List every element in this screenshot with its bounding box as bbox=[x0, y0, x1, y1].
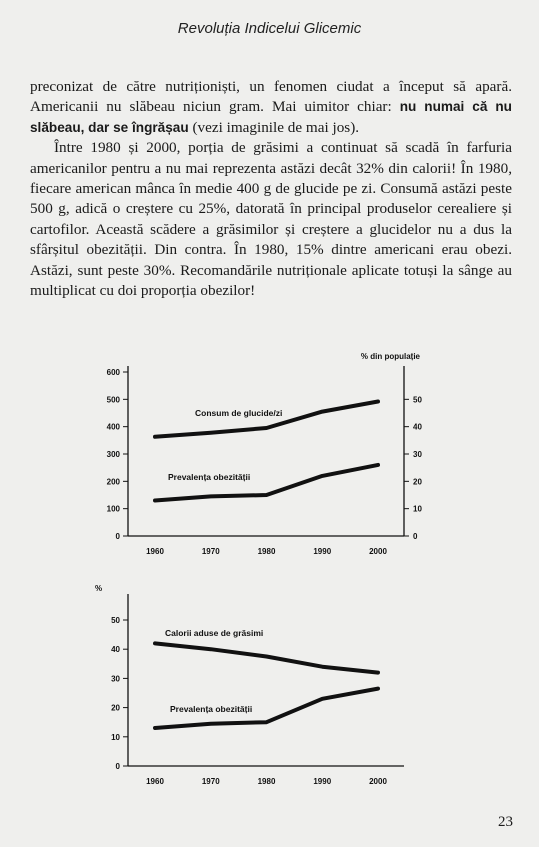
paragraph-2: Între 1980 și 2000, porția de grăsimi a continuat să scadă în farfuria americanilor pentru a nu mai reprezenta astăzi decât 32% din calorii! În 1980, fiecare american mânca în medie 400 g de glucide pe zi. Consumă astăzi peste 500 g, adică o creștere cu 25%, datorată în principal produselor cerealiere și cartofilor. Această scădere a grăsimilor și creștere a glucidelor nu a dus la sfârșitul obezității. Din contra. În 1980, 15% dintre americani erau obezi. Astăzi, sunt peste 30%. Recomandările nutriționale aplicate totuși la sânge au multiplicat cu doi proporția obezilor! bbox=[30, 139, 512, 300]
y2-tick-label: 0 bbox=[413, 532, 418, 541]
y-tick-label: 20 bbox=[111, 703, 120, 713]
y-tick-label: 200 bbox=[106, 477, 120, 487]
body-text bbox=[30, 77, 512, 301]
series-line bbox=[155, 402, 378, 437]
paragraph-1 bbox=[30, 77, 512, 138]
y-tick-label: 400 bbox=[106, 422, 120, 432]
y2-tick-label: 20 bbox=[413, 477, 422, 487]
y-tick-label: 10 bbox=[111, 732, 120, 742]
y-tick-label: 300 bbox=[106, 450, 120, 459]
x-tick-label: 1990 bbox=[313, 777, 332, 786]
series-label: Prevalența obezității bbox=[168, 472, 251, 482]
series-label: Prevalența obezității bbox=[170, 704, 253, 714]
y2-axis-label: % din populație bbox=[360, 352, 420, 361]
x-tick-label: 1980 bbox=[257, 777, 276, 786]
y2-tick-label: 40 bbox=[413, 422, 422, 432]
y-tick-label: 500 bbox=[106, 395, 120, 405]
y-axis-label: % bbox=[95, 584, 103, 593]
y-tick-label: 40 bbox=[111, 645, 120, 655]
x-tick-label: 2000 bbox=[369, 777, 387, 786]
x-tick-label: 1970 bbox=[201, 547, 220, 556]
series-label: Calorii aduse de grăsimi bbox=[165, 628, 264, 638]
y-tick-label: 30 bbox=[111, 674, 120, 684]
x-tick-label: 1960 bbox=[146, 547, 164, 556]
y-tick-label: 0 bbox=[115, 532, 120, 541]
y-tick-label: 600 bbox=[106, 368, 120, 377]
x-tick-label: 1970 bbox=[201, 777, 220, 786]
paragraph-1-text-b: (vezi imaginile de mai jos). bbox=[188, 118, 360, 136]
series-line bbox=[155, 643, 378, 672]
y2-tick-label: 30 bbox=[413, 450, 422, 459]
y-tick-label: 100 bbox=[106, 504, 120, 514]
x-tick-label: 1960 bbox=[146, 777, 164, 786]
paragraph-1-emphasis: nu numai că nu slăbeau, dar se îngrășau bbox=[30, 99, 512, 135]
series-line bbox=[155, 465, 378, 501]
carbs-obesity-chart bbox=[0, 352, 539, 574]
y-tick-label: 50 bbox=[111, 616, 120, 625]
series-label: Consum de glucide/zi bbox=[195, 408, 283, 418]
page-number: 23 bbox=[498, 814, 513, 830]
x-tick-label: 1980 bbox=[257, 547, 276, 556]
running-header: Revoluția Indicelui Glicemic bbox=[177, 20, 362, 37]
fat-obesity-chart bbox=[0, 580, 539, 790]
y2-tick-label: 10 bbox=[413, 504, 422, 514]
y-tick-label: 0 bbox=[115, 762, 120, 771]
y2-tick-label: 50 bbox=[413, 395, 422, 405]
x-tick-label: 2000 bbox=[369, 547, 387, 556]
x-tick-label: 1990 bbox=[313, 547, 332, 556]
paragraph-1-text-a: preconizat de către nutriționiști, un fenomen ciudat a început să apară. Americanii nu slăbeau niciun gram. Mai uimitor chiar: bbox=[30, 78, 512, 116]
